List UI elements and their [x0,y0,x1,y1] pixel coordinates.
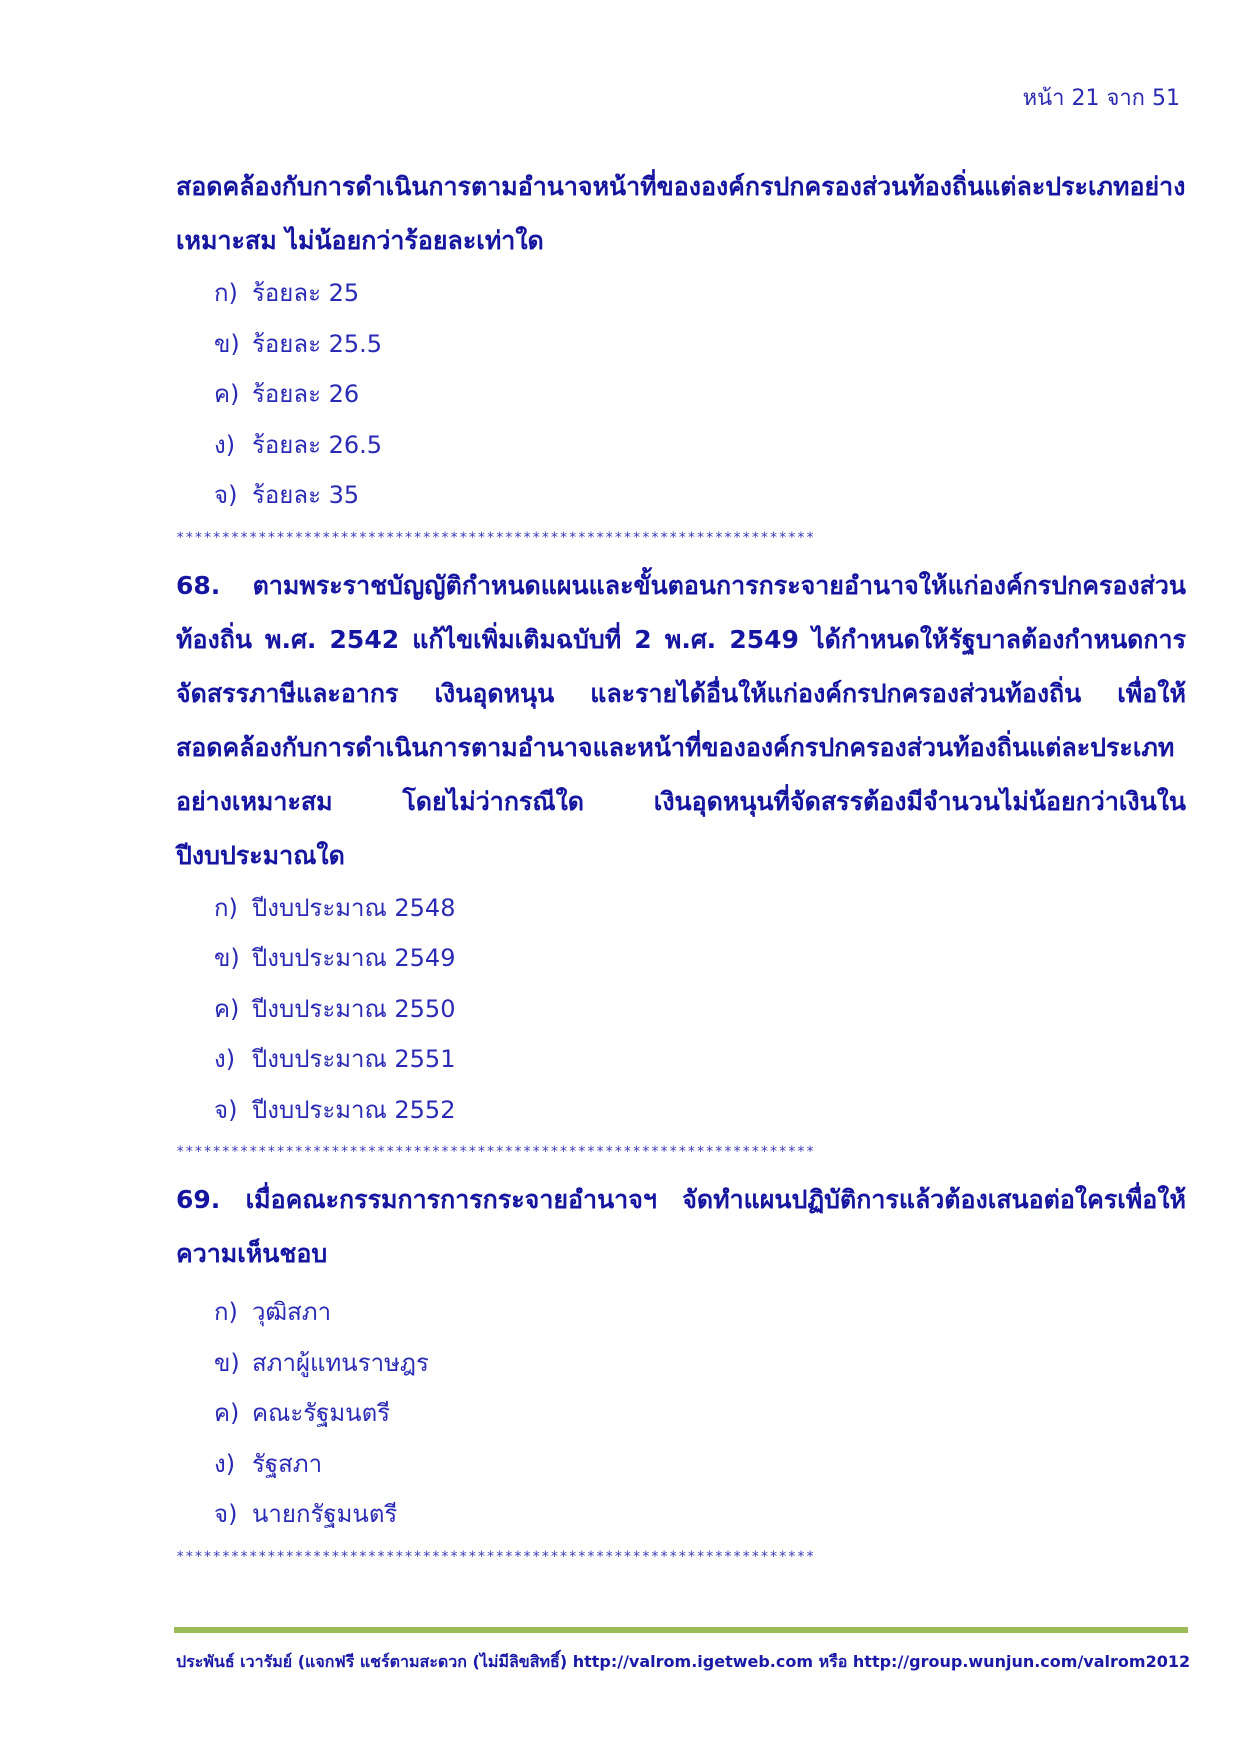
option-text: วุฒิสภา [252,1298,332,1326]
option-text: ร้อยละ 25.5 [252,329,383,358]
option-letter: ก) [214,893,238,922]
option-item [214,1388,1186,1439]
option-item [214,1034,1186,1085]
footer-credit: ประพันธ์ เวารัมย์ (แจกฟรี แชร์ตามสะดวก (ไม่มีลิขสิทธิ์) http://valrom.igetweb.com หรือ http://group.wunjun.com/valrom2012 [176,1652,1191,1671]
separator-stars: ********************************************************************** [176,1548,816,1565]
footer-divider [174,1627,1188,1633]
option-letter: ข) [214,329,240,358]
question-67-text: สอดคล้องกับการดำเนินการตามอำนาจหน้าที่ขององค์กรปกครองส่วนท้องถิ่นแต่ละประเภทอย่างเหมาะสม ไม่น้อยกว่าร้อยละเท่าใด [176,172,1186,255]
option-item [214,1489,1186,1540]
option-item [214,470,1186,521]
option-letter: ค) [214,380,240,408]
option-item [214,319,1186,370]
option-letter: ค) [214,1399,240,1427]
option-item [214,1085,1186,1136]
option-text: ร้อยละ 25 [252,279,360,307]
option-item [214,1338,1186,1389]
option-letter: จ) [214,1095,238,1124]
option-text: ปีงบประมาณ 2550 [252,994,456,1023]
option-letter: ข) [214,944,240,972]
separator-stars: ********************************************************************** [176,1144,816,1160]
option-letter: ง) [214,1449,236,1478]
page-number: หน้า 21 จาก 51 [1022,86,1180,111]
option-item [214,883,1186,934]
option-text: ปีงบประมาณ 2548 [252,893,456,922]
option-item [214,420,1186,471]
option-text: คณะรัฐมนตรี [252,1399,391,1427]
option-text: สภาผู้แทนราษฎร [252,1348,429,1377]
option-text: ปีงบประมาณ 2552 [252,1095,456,1124]
document-content [176,160,1186,1578]
option-letter: จ) [214,481,238,509]
option-text: นายกรัฐมนตรี [252,1500,398,1528]
option-letter: ก) [214,1298,238,1326]
option-letter: ค) [214,994,240,1023]
option-text: ปีงบประมาณ 2551 [252,1045,456,1073]
question-68-text: 68. ตามพระราชบัญญัติกำหนดแผนและขั้นตอนการกระจายอำนาจให้แก่องค์กรปกครองส่วนท้องถิ่น พ.ศ. 2542 แก้ไขเพิ่มเติมฉบับที่ 2 พ.ศ. 2549 ได้กำหนดให้รัฐบาลต้องกำหนดการจัดสรรภาษีและอากร เงินอุดหนุน และรายได้อื่นให้แก่องค์กรปกครองส่วนท้องถิ่น เพื่อให้สอดคล้องกับการดำเนินการตามอำนาจและหน้าที่ขององค์กรปกครองส่วนท้องถิ่นแต่ละประเภทอย่างเหมาะสม โดยไม่ว่ากรณีใด เงินอุดหนุนที่จัดสรรต้องมีจำนวนไม่น้อยกว่าเงินในปีงบประมาณใด [176,570,1186,870]
option-item [214,933,1186,984]
option-text: รัฐสภา [252,1449,323,1478]
option-letter: ข) [214,1348,240,1377]
question-69-text: 69. เมื่อคณะกรรมการการกระจายอำนาจฯ จัดทำแผนปฏิบัติการแล้วต้องเสนอต่อใครเพื่อให้ความเห็นชอบ [176,1185,1186,1268]
option-item [214,1439,1186,1490]
option-letter: ง) [214,430,236,459]
option-text: ร้อยละ 35 [252,481,360,509]
option-text: ปีงบประมาณ 2549 [252,944,456,972]
option-item [214,984,1186,1035]
option-letter: ง) [214,1045,236,1073]
option-item [214,369,1186,420]
separator-stars: ********************************************************************** [176,529,816,546]
question-68-options [176,883,1186,1136]
option-text: ร้อยละ 26 [252,380,360,408]
option-letter: จ) [214,1500,238,1528]
question-67-options [176,268,1186,521]
option-text: ร้อยละ 26.5 [252,430,383,459]
option-item [214,1287,1186,1338]
option-letter: ก) [214,279,238,307]
question-69-options [176,1287,1186,1540]
option-item [214,268,1186,319]
